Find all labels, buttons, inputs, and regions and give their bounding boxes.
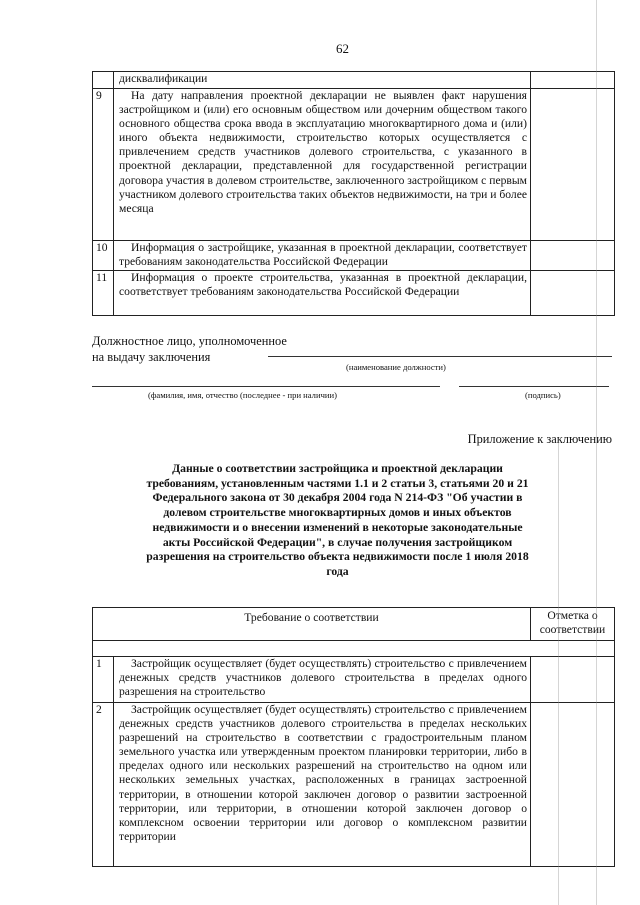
row-text: дисквалификации	[114, 72, 531, 89]
row-number: 10	[93, 241, 114, 271]
header-mark: Отметка о соответствии	[531, 608, 615, 641]
row-number: 1	[93, 657, 114, 703]
name-line	[92, 386, 440, 387]
table-row	[93, 241, 615, 271]
row-mark-cell	[531, 89, 615, 241]
signature-line	[459, 386, 609, 387]
table-row	[93, 271, 615, 316]
position-caption: (наименование должности)	[346, 362, 446, 372]
row-number: 9	[93, 89, 114, 241]
appendix-heading: Данные о соответствии застройщика и проектной декларации требованиям, установленным частями 1.1 и 2 статьи 3, статьями 20 и 21 Федерального закона от 30 декабря 2004 года N 214-ФЗ "Об участии в долевом строительстве многоквартирных домов и иных объектов недвижимости и о внесении изменений в некоторые законодательные акты Российской Федерации", в случае получения застройщиком разрешения на строительство объекта недвижимости после 1 июля 2018 года	[146, 462, 529, 578]
scan-artifact-line	[596, 0, 597, 905]
row-mark-cell	[531, 657, 615, 703]
table-row	[93, 641, 615, 657]
row-number	[93, 72, 114, 89]
row-mark-cell	[531, 241, 615, 271]
table-row	[93, 703, 615, 867]
table-row	[93, 657, 615, 703]
appendix-title: Приложение к заключению	[467, 432, 612, 446]
requirements-table-continued	[92, 71, 615, 316]
name-caption: (фамилия, имя, отчество (последнее - при наличии)	[148, 390, 337, 400]
row-text: На дату направления проектной декларации не выявлен факт нарушения застройщиком и (или) его основным обществом или дочерним обществом такого основного общества срока ввода в эксплуатацию многоквартирного дома и (или) иного объекта недвижимости, строительство которых осуществляется с привлечением средств участников долевого строительства, с указанного в проектной декларации, представленной для государственной регистрации договора участия в долевом строительстве, заключенного застройщиком с первым участником долевого строительства таких объектов недвижимости, на три и более месяца	[114, 89, 531, 241]
compliance-table	[92, 607, 615, 867]
row-number: 11	[93, 271, 114, 316]
table-row	[93, 89, 615, 241]
table-header-row	[93, 608, 615, 641]
row-mark-cell	[531, 72, 615, 89]
spacer-row	[93, 641, 615, 657]
row-text: Информация о застройщике, указанная в проектной декларации, соответствует требованиям законодательства Российской Федерации	[114, 241, 531, 271]
row-mark-cell	[531, 703, 615, 867]
signature-caption: (подпись)	[525, 390, 561, 400]
row-number: 2	[93, 703, 114, 867]
row-text: Застройщик осуществляет (будет осуществлять) строительство с привлечением денежных средств участников долевого строительства в пределах одного разрешения на строительство	[114, 657, 531, 703]
row-text: Информация о проекте строительства, указанная в проектной декларации, соответствует требованиям законодательства Российской Федерации	[114, 271, 531, 316]
header-requirement: Требование о соответствии	[93, 608, 531, 641]
page-number: 62	[336, 41, 349, 56]
table-row	[93, 72, 615, 89]
official-line-1: Должностное лицо, уполномоченное	[92, 334, 287, 348]
position-line	[268, 356, 612, 357]
scan-artifact-line	[558, 440, 559, 905]
official-label	[92, 333, 287, 365]
official-line-2: на выдачу заключения	[92, 350, 211, 364]
row-mark-cell	[531, 271, 615, 316]
row-text: Застройщик осуществляет (будет осуществлять) строительство с привлечением денежных средств участников долевого строительства в пределах нескольких разрешений на строительство в соответствии с градостроительным планом земельного участка или утвержденным проектом планировки территории, либо в пределах одного или нескольких разрешений на строительство на одном или нескольких земельных участках, расположенных в границах застроенной территории, в отношении которой заключен договор о развитии застроенной территории, или территории, в отношении которой заключен договор о комплексном освоении территории или договор о комплексном развитии территории	[114, 703, 531, 867]
